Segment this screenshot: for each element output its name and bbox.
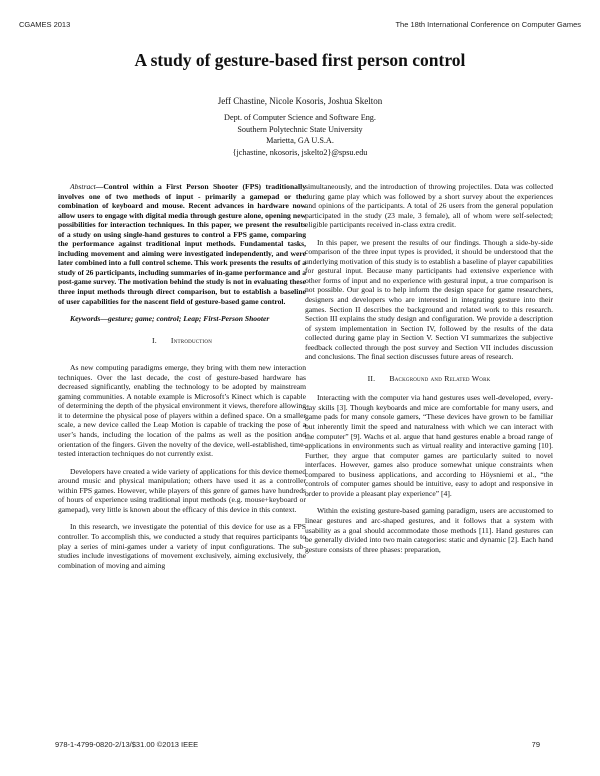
abstract <box>58 182 306 306</box>
right-column <box>305 182 553 562</box>
affiliation-location: Marietta, GA U.S.A. <box>266 136 334 145</box>
section-title: Introduction <box>170 335 213 345</box>
affiliation-block <box>0 112 600 158</box>
author-list: Jeff Chastine, Nicole Kosoris, Joshua Skelton <box>217 96 383 106</box>
header-conference-full: The 18th International Conference on Computer Games <box>395 20 581 29</box>
intro-paragraph-3-continued: simultaneously, and the introduction of throwing projectiles. Data was collected during game play which was followed by a short survey about the experiences and opinions of the participants. A total of 26 users from the general population participated in the study (23 male, 3 female), all of whom were self-selected; eligible participants received in-class extra credit. <box>305 182 553 230</box>
background-paragraph-1: Interacting with the computer via hand gestures uses well-developed, every-day skills [3]. Though keyboards and mice are comfortable for many users, and game pads for many console gamers, “These devices have grown to be familiar but inherently limit the speed and naturalness with which we can interact with the computer” [9]. Wachs et al. argue that hand gestures enable a broad range of applications in environments such as virtual reality and interactive gaming [10]. Further, they argue that computer games are particularly suited to novel interfaces. However, games also produce somewhat unique constraints when compared to business applications, and according to Höysniemi et al., “the controls of computer games should be intuitive, easy to adopt and responsive in order to provide a pleasant play experience” [4]. <box>305 393 553 498</box>
paper-title: A study of gesture-based first person control <box>134 50 466 70</box>
header-conference-short: CGAMES 2013 <box>19 20 71 29</box>
affiliation-department: Dept. of Computer Science and Software Eng. <box>224 113 376 122</box>
section-heading-introduction <box>58 336 306 346</box>
section-number: II. <box>367 373 376 383</box>
affiliation-university: Southern Polytechnic State University <box>237 124 363 134</box>
abstract-text: —Control within a First Person Shooter (FPS) traditionally involves one of two methods of input - primarily a gamepad or the combination of keyboard and mouse. Recent advances in hardware now allow users to engage with digital media through gesture alone, opening new possibilities for interaction techniques. In this paper, we present the results of a study on using single-hand gestures to control a FPS game, comparing the performance against traditional input methods. Fundamental tasks, including movement and aiming were investigated independently, and were later combined into a full control scheme. This work presents the results of a study of 26 participants, including summaries of in-game performance and a post-game survey. The motivation behind the study is not in evaluating these three input methods through direct comparison, but to establish a baseline of user capabilities for the nascent field of gesture-based game control. <box>58 182 306 306</box>
keywords-label: Keywords <box>70 314 101 324</box>
intro-paragraph-1: As new computing paradigms emerge, they bring with them new interaction techniques. Over the last decade, the cost of gesture-based hardware has decreased significantly, enabling the technology to be adopted by mainstream gaming communities. A notable example is Microsoft’s Kinect which is capable of determining the depth of the physical environment it views, therefore allowing it to determine the physical pose of players within a defined space. On a smaller scale, a new device called the Leap Motion is capable of tracking the pose of a user’s hands, including the location of the palms as well as the position and orientation of the fingers. Given the novelty of the device, well-established, time-tested interaction techniques do not currently exist. <box>58 363 306 459</box>
abstract-label: Abstract <box>70 182 96 191</box>
intro-paragraph-3: In this research, we investigate the potential of this device for use as a FPS controller. To accomplish this, we conducted a study that requires participants to play a series of mini-games under a variety of input configurations. The sub-studies include investigations of movement exclusively, aiming exclusively, the combination of moving and aiming <box>58 522 306 570</box>
keywords-text: —gesture; game; control; Leap; First-Person Shooter <box>100 314 270 324</box>
keywords <box>58 314 306 324</box>
left-column <box>58 182 306 578</box>
section-number: I. <box>151 335 157 345</box>
section-heading-background <box>305 374 553 384</box>
affiliation-emails: {jchastine, nkosoris, jskelto2}@spsu.edu <box>232 147 368 157</box>
section-title: Background and Related Work <box>389 373 491 383</box>
footer-isbn: 978-1-4799-0820-2/13/$31.00 ©2013 IEEE <box>55 740 199 749</box>
intro-paragraph-4: In this paper, we present the results of our findings. Though a side-by-side comparison of the three input types is provided, it should be understood that the underlying motivation of this study is to establish a baseline of player capabilities for gestural input. Because many participants had extensive experience with other forms of input and no experience with gestural input, a true comparison is not possible. Our goal is to help inform the design space for game researchers, designers and developers who are interested in integrating gesture into their games. Section II describes the background and related work to this research. Section III explains the study design and configuration. We provide a description of system implementation in Section IV, followed by the results of the data collected during game play in Section V. Section VI summarizes the subjective feedback collected through the post survey and Section VII includes discussion and conclusions. The final section discusses future areas of research. <box>305 237 554 362</box>
page-number: 79 <box>531 740 540 749</box>
intro-paragraph-2: Developers have created a wide variety of applications for this device themed around music and physical manipulation; others have used it as a controller within FPS games. However, while players of this genre of games have hundreds of hours of experience using traditional input methods (e.g. mouse+keyboard or gamepad), very little is known about the efficacy of this device in this context. <box>58 466 306 514</box>
background-paragraph-2: Within the existing gesture-based gaming paradigm, users are accustomed to linear gestures and arc-shaped gestures, and it follows that a system with usability as a goal should accommodate those methods [11]. Hand gestures can be generally divided into two main categories: static and dynamic [2]. Each hand gesture consists of three phases: preparation, <box>305 506 553 554</box>
